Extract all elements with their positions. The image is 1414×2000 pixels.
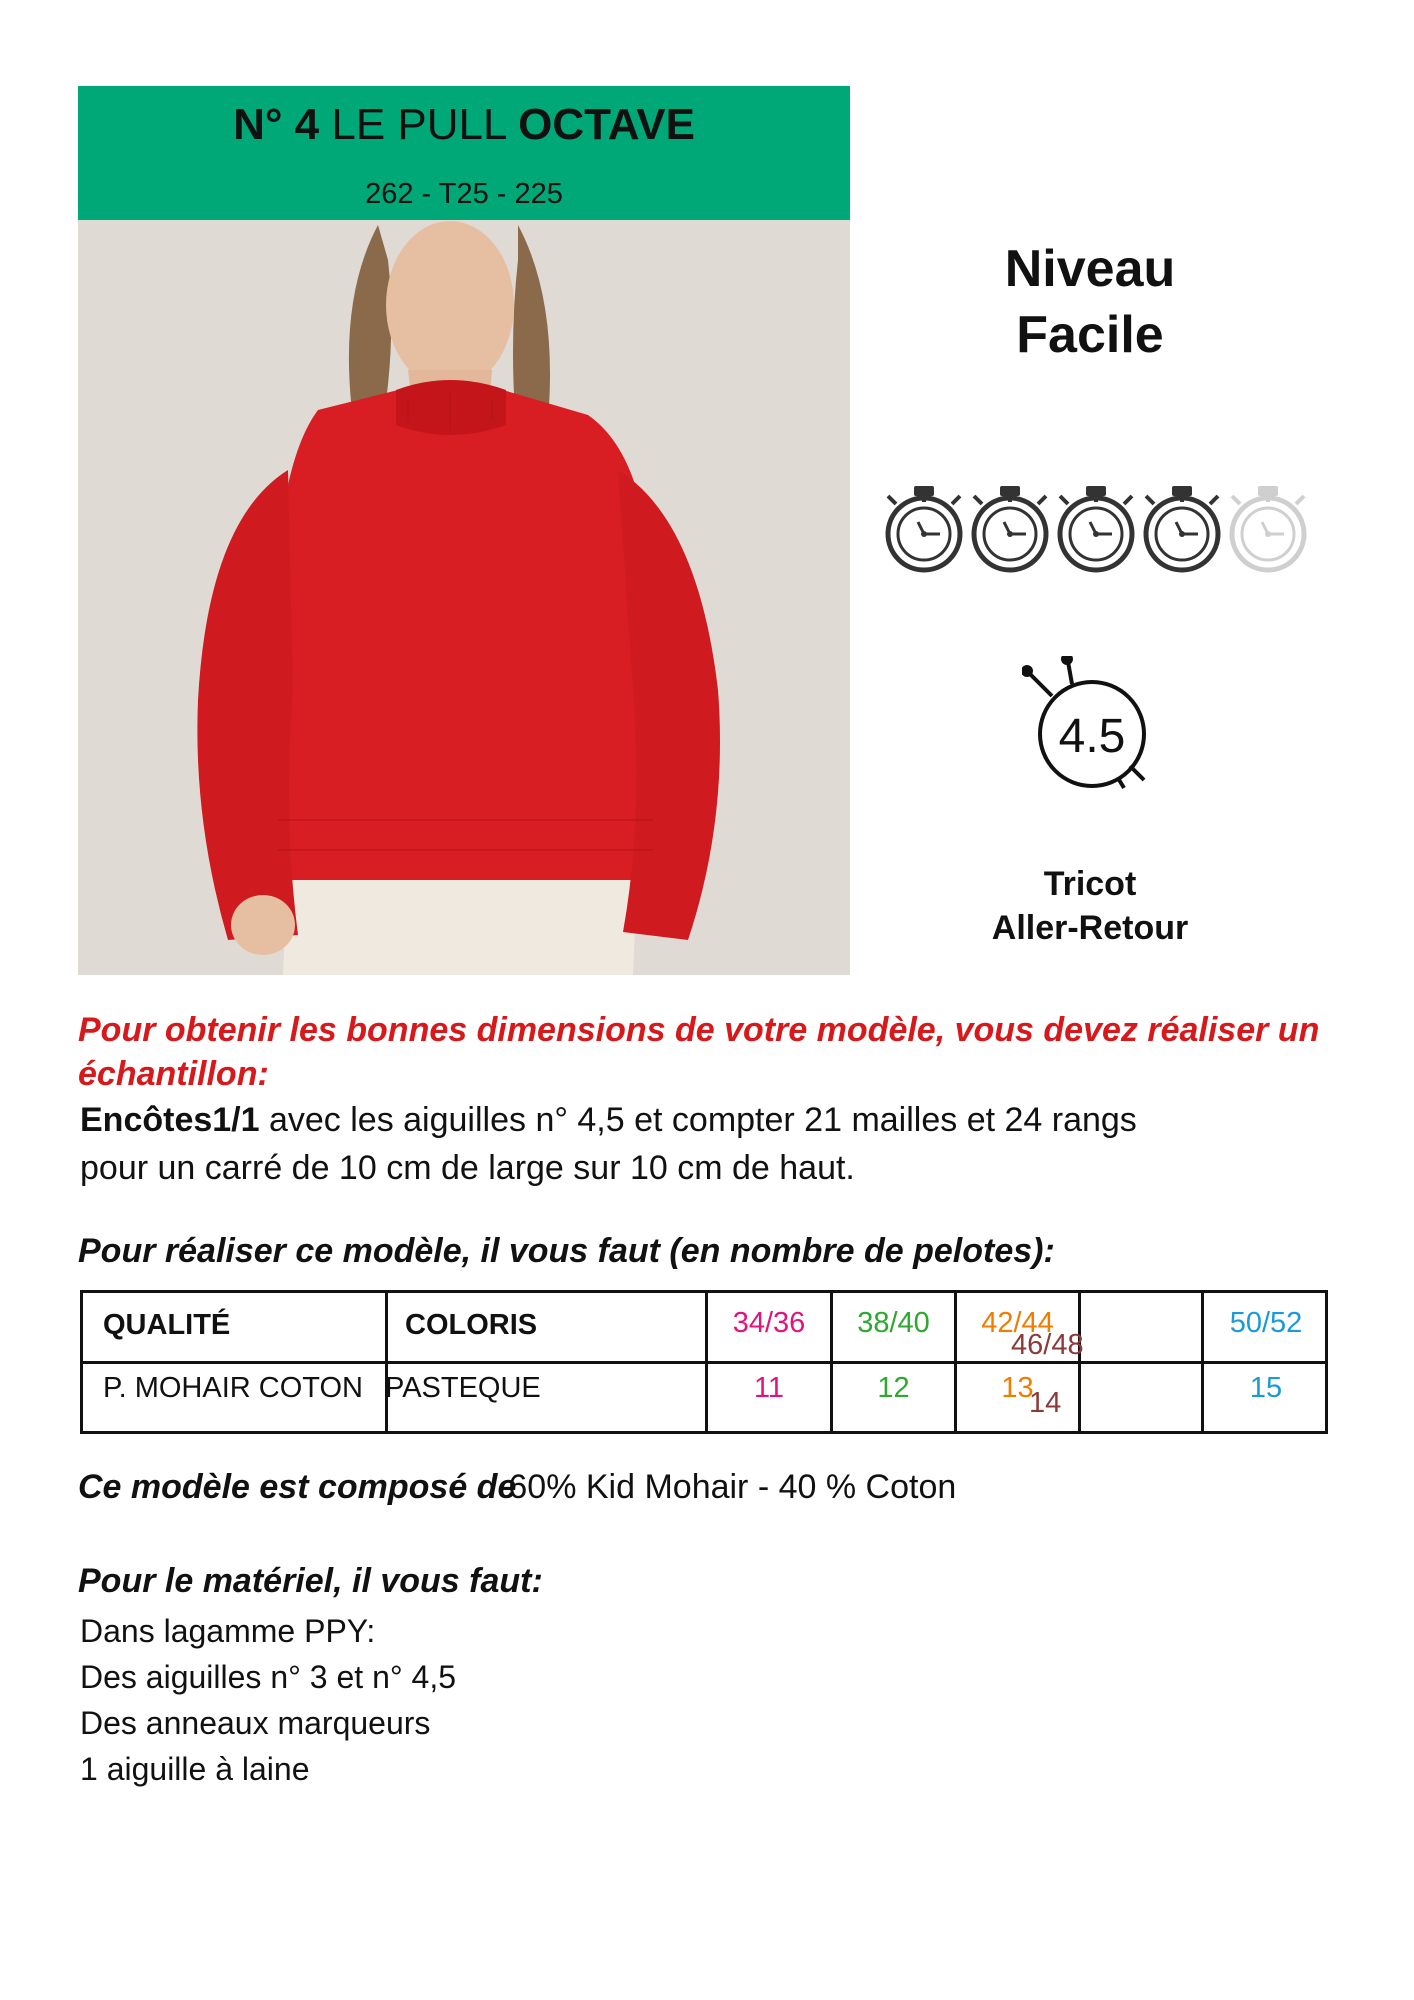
list-item: 1 aiguille à laine	[80, 1751, 310, 1787]
yarn-table	[80, 1290, 1328, 1434]
size-label: 34/36	[732, 1307, 806, 1339]
gauge-text: Encôtes1/1 avec les aiguilles n° 4,5 et compter 21 mailles et 24 rangs pour un carré de 10 cm de large sur 10 cm de haut.	[80, 1101, 1137, 1187]
stopwatch-icon	[1232, 486, 1304, 570]
size-label: 50/52	[1229, 1307, 1303, 1339]
yarn-heading: Pour réaliser ce modèle, il vous faut (en nombre de pelotes):	[78, 1232, 1055, 1270]
model-photo	[78, 220, 850, 975]
size-label: 38/40	[857, 1307, 930, 1339]
pattern-title: N° 4 LE PULL OCTAVE	[233, 100, 695, 149]
size-label: 42/44	[981, 1307, 1054, 1339]
quantity-cell: 14	[1029, 1387, 1062, 1419]
header-quality: QUALITÉ	[103, 1309, 231, 1341]
header-color: COLORIS	[405, 1309, 538, 1341]
list-item: Dans lagamme PPY:	[80, 1613, 376, 1649]
stopwatch-icon	[888, 486, 960, 570]
reference-code: 262 - T25 - 225	[365, 178, 563, 210]
quantity-cell: 15	[1249, 1372, 1283, 1404]
stopwatch-icon	[1146, 486, 1218, 570]
knitting-needle-badge-icon	[1022, 656, 1170, 806]
gauge-heading: Pour obtenir les bonnes dimensions de votre modèle, vous devez réaliser un échantillon:	[78, 1011, 1320, 1093]
difficulty-level: Niveau Facile	[1004, 240, 1176, 364]
table-col-divider	[1078, 1293, 1081, 1431]
table-col-divider	[385, 1293, 388, 1431]
size-label: 46/48	[1011, 1329, 1084, 1361]
quantity-cell: 12	[877, 1372, 910, 1404]
row-quality: P. MOHAIR COTON	[103, 1372, 363, 1404]
quantity-cell: 11	[753, 1372, 785, 1404]
stopwatch-icon	[1060, 486, 1132, 570]
row-color: PASTEQUE	[385, 1372, 541, 1404]
needle-size: 4.5	[1058, 710, 1126, 763]
composition: Ce modèle est composé de60% Kid Mohair - 40 % Coton	[78, 1468, 957, 1506]
material-heading: Pour le matériel, il vous faut:	[78, 1562, 543, 1600]
material-list	[80, 1608, 1340, 1792]
technique: Tricot Aller-Retour	[991, 865, 1189, 947]
table-row-divider	[83, 1361, 1325, 1364]
time-rating	[878, 478, 1308, 578]
quantity-cell: 13	[1001, 1372, 1034, 1404]
list-item: Des anneaux marqueurs	[80, 1705, 431, 1741]
list-item: Des aiguilles n° 3 et n° 4,5	[80, 1659, 457, 1695]
stopwatch-icon	[974, 486, 1046, 570]
